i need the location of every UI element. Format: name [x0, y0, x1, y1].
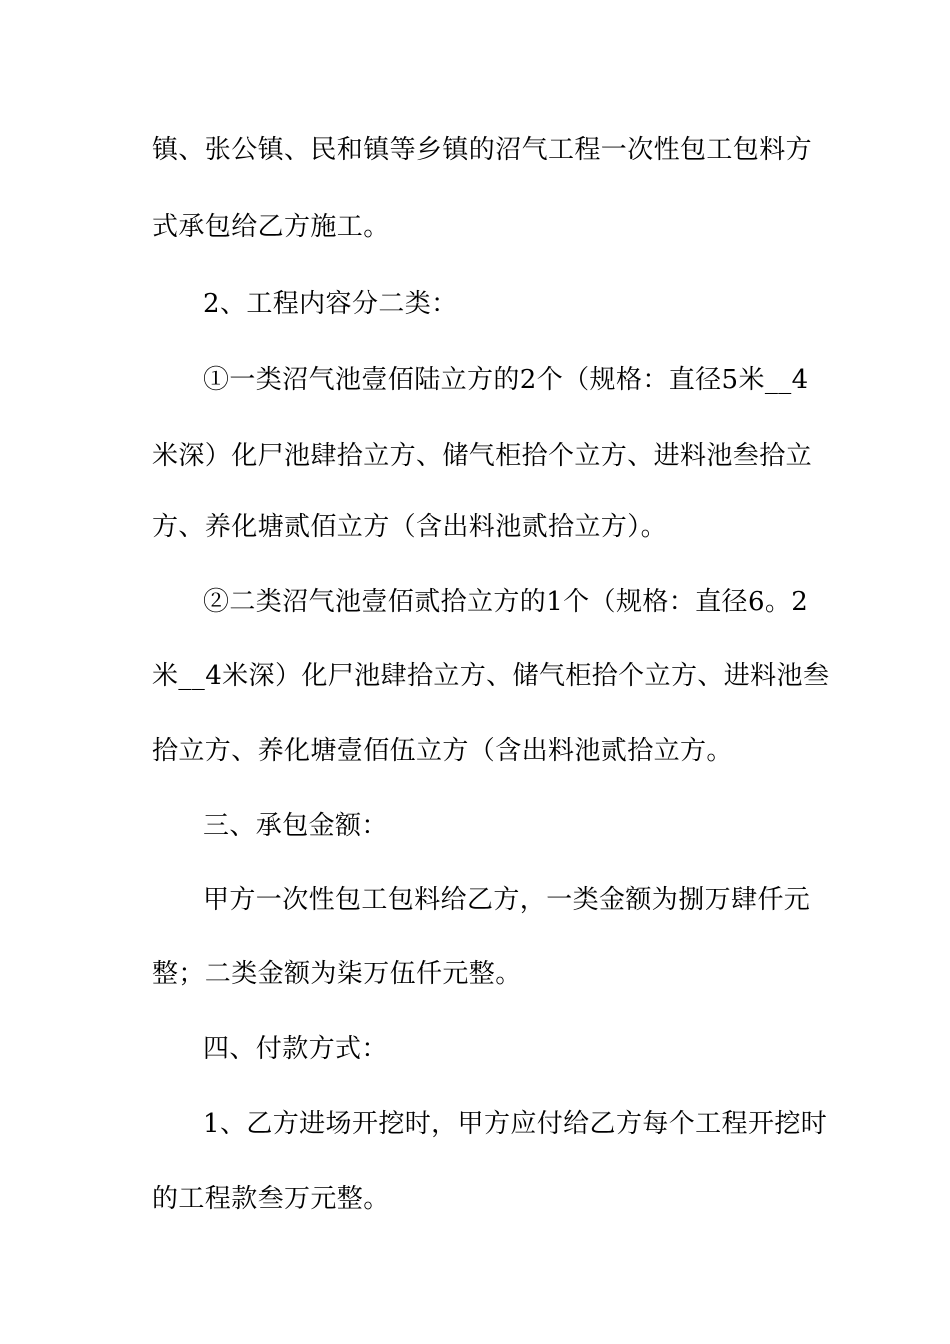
- body-text-line: 米深）化尸池肆拾立方、储气柜拾个立方、进料池叁拾立: [152, 441, 813, 471]
- section-heading: 四、付款方式：: [203, 1034, 388, 1064]
- body-text-line: ②二类沼气池壹佰贰拾立方的1个（规格：直径6。2: [203, 587, 809, 617]
- body-text-line: 米__4米深）化尸池肆拾立方、储气柜拾个立方、进料池叁: [152, 661, 830, 691]
- body-text-line: 拾立方、养化塘壹佰伍立方（含出料池贰拾立方。: [152, 736, 733, 766]
- body-text-line: 镇、张公镇、民和镇等乡镇的沼气工程一次性包工包料方: [152, 135, 813, 165]
- body-text-line: 方、养化塘贰佰立方（含出料池贰拾立方）。: [152, 512, 668, 542]
- section-heading: 三、承包金额：: [203, 811, 388, 841]
- body-text-line: 的工程款叁万元整。: [152, 1184, 390, 1214]
- body-text-line: 1、乙方进场开挖时，甲方应付给乙方每个工程开挖时: [203, 1109, 828, 1139]
- section-item-heading: 2、工程内容分二类：: [203, 289, 458, 319]
- body-text-line: 整；二类金额为柒万伍仟元整。: [152, 959, 522, 989]
- body-text-line: 式承包给乙方施工。: [152, 212, 390, 242]
- body-text-line: ①一类沼气池壹佰陆立方的2个（规格：直径5米__4: [203, 365, 809, 395]
- body-text-line: 甲方一次性包工包料给乙方，一类金额为捌万肆仟元: [203, 885, 811, 915]
